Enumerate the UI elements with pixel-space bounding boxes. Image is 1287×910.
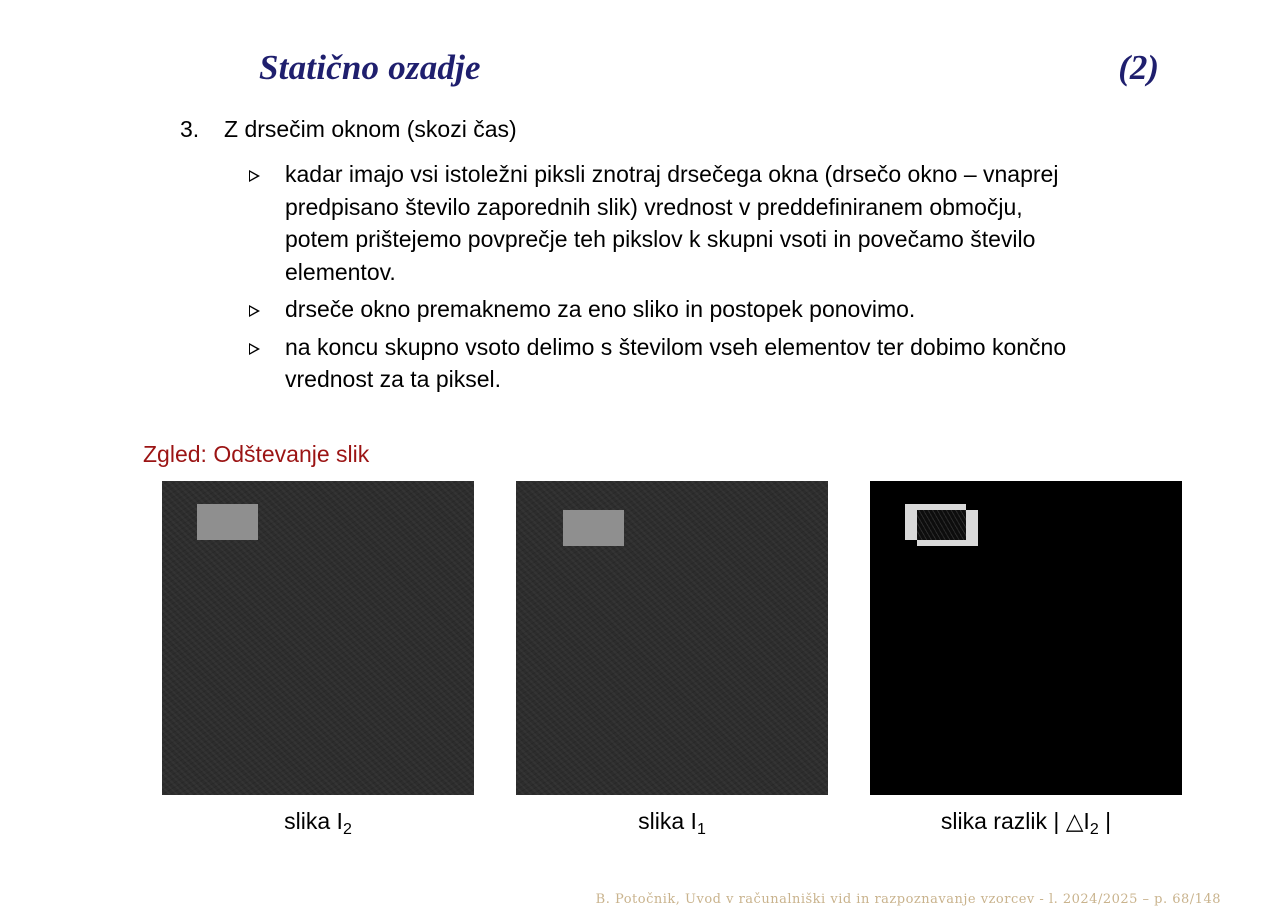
image-frame-2	[162, 481, 474, 795]
object-rectangle	[197, 504, 258, 540]
bullet-text: drseče okno premaknemo za eno sliko in postopek ponovimo.	[285, 296, 916, 322]
image-difference	[870, 481, 1182, 795]
list-item-heading: Z drsečim oknom (skozi čas)	[224, 116, 517, 142]
slide-number: (2)	[1118, 48, 1159, 87]
object-rectangle	[563, 510, 624, 546]
triangle-bullet-icon	[249, 170, 260, 182]
list-item-number: 3.	[180, 116, 200, 142]
bullet-text: na koncu skupno vsoto delimo s številom vseh elementov ter dobimo končno vrednost za ta piksel.	[285, 333, 1067, 392]
bullet-text: kadar imajo vsi istoležni piksli znotraj drsečega okna (drsečo okno – vnaprej predpisano število zaporednih slik) vrednost v preddefiniranem območju, potem prištejemo povprečje teh pikslov k skupni vsoti in povečamo število elementov.	[285, 161, 1059, 285]
image-frame-1	[516, 481, 828, 795]
bullet-item	[249, 331, 1089, 396]
example-label: Zgled: Odštevanje slik	[143, 441, 370, 467]
bullet-item	[249, 293, 1089, 326]
footer: B. Potočnik, Uvod v računalniški vid in razpoznavanje vzorcev - l. 2024/2025 – p. 68/148	[595, 892, 1221, 907]
bullet-list	[249, 158, 1089, 401]
difference-overlap	[917, 510, 966, 540]
triangle-bullet-icon	[249, 343, 260, 355]
bullet-item	[249, 158, 1089, 288]
caption-image-2: slika $I_2$	[284, 808, 352, 838]
triangle-bullet-icon	[249, 305, 260, 317]
caption-image-1: slika $I_1$	[638, 808, 706, 838]
caption-image-difference: slika razlik | $\triangle I_2$ |	[940, 808, 1112, 838]
slide-title: Statično ozadje	[259, 48, 481, 87]
